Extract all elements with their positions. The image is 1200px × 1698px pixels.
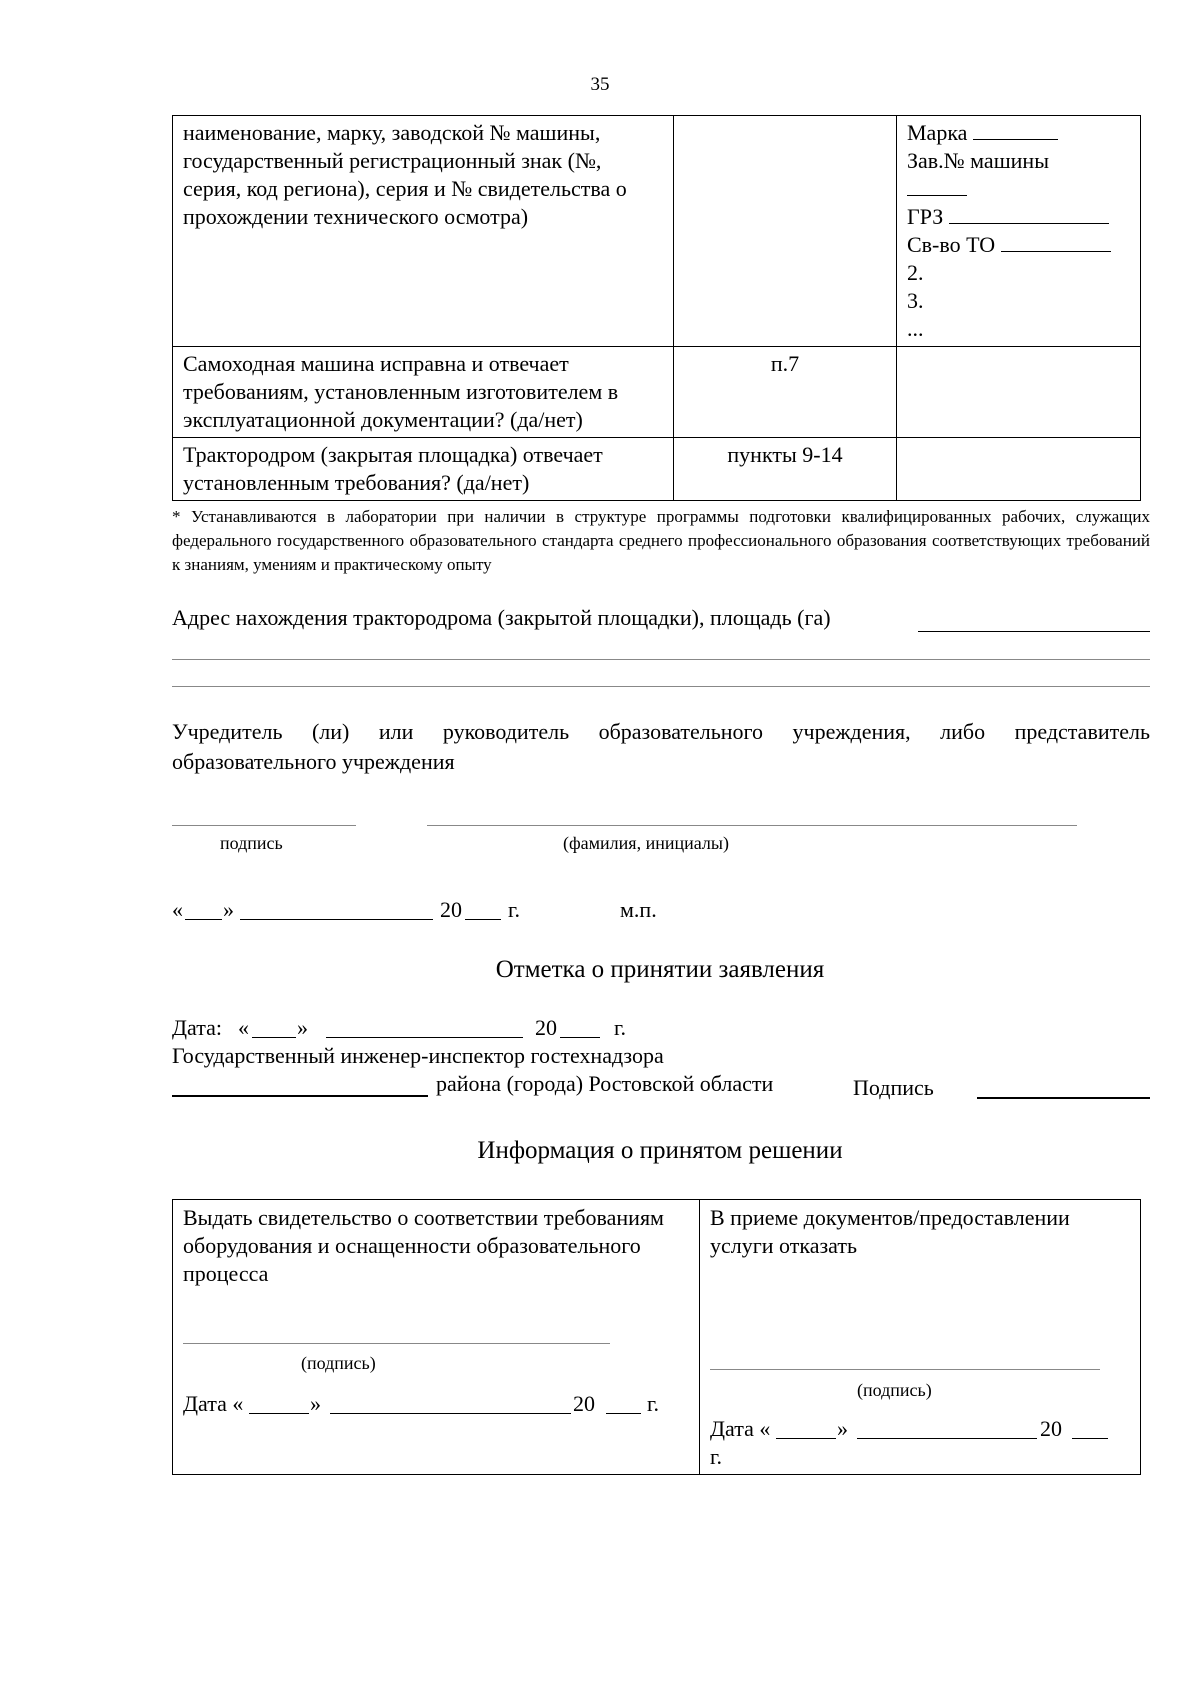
- serial-blank: [907, 175, 967, 196]
- year-blank: [465, 919, 501, 920]
- district-blank: [172, 1095, 428, 1097]
- grz-label: ГРЗ: [907, 204, 944, 229]
- acceptance-date-label: Дата:: [172, 1015, 222, 1040]
- decision-issue-year-suffix: г.: [647, 1391, 660, 1416]
- table-row: [173, 347, 1141, 438]
- decision-refuse-cell: [700, 1200, 1141, 1475]
- decision-refuse-year-suffix: г.: [710, 1444, 723, 1469]
- to-cert-blank: [1001, 231, 1111, 252]
- decision-issue-year-prefix: 20: [573, 1391, 595, 1416]
- table-cell: пункты 9-14: [674, 438, 897, 501]
- decision-refuse-text: В приеме документов/предоставлении услуги отказать: [710, 1205, 1070, 1258]
- decision-heading: Информация о принятом решении: [477, 1137, 843, 1164]
- decision-refuse-signature-caption: (подпись): [857, 1380, 932, 1400]
- table-cell: наименование, марку, заводской № машины, государственный регистрационный знак (№, серия, код региона), серия и № свидетельства о прохождении технического осмотра): [173, 116, 674, 347]
- name-caption: (фамилия, инициалы): [563, 833, 729, 853]
- table-cell: [674, 116, 897, 347]
- machine-fields-cell: [897, 116, 1141, 347]
- decision-issue-day-blank: [249, 1413, 309, 1414]
- acceptance-signature-blank: [977, 1097, 1150, 1099]
- table-row: [173, 1200, 1141, 1475]
- decision-refuse-year-prefix: 20: [1040, 1416, 1062, 1441]
- acceptance-year-blank: [560, 1037, 600, 1038]
- decision-issue-signature-caption: (подпись): [301, 1353, 376, 1373]
- decision-issue-close-quote: »: [310, 1391, 321, 1416]
- signature-line: [172, 825, 356, 826]
- to-cert-label: Св-во ТО: [907, 232, 996, 257]
- brand-label: Марка: [907, 120, 968, 145]
- list-item: 3.: [907, 288, 924, 313]
- inspector-line-2: района (города) Ростовской области: [436, 1071, 774, 1096]
- decision-refuse-day-blank: [776, 1438, 836, 1439]
- decision-table: [172, 1199, 1141, 1475]
- decision-issue-signature-line: [183, 1343, 610, 1344]
- signature-caption: подпись: [220, 833, 283, 853]
- table-row: [173, 438, 1141, 501]
- list-item: 2.: [907, 260, 924, 285]
- decision-issue-date-label: Дата «: [183, 1391, 244, 1416]
- acceptance-year-suffix: г.: [614, 1015, 627, 1040]
- machine-info-table: [172, 115, 1141, 501]
- acceptance-day-blank: [252, 1037, 296, 1038]
- decision-refuse-close-quote: »: [837, 1416, 848, 1441]
- table-cell: [897, 347, 1141, 438]
- address-blank: [918, 631, 1150, 632]
- acceptance-heading: Отметка о принятии заявления: [495, 956, 825, 983]
- serial-label: Зав.№ машины: [907, 148, 1049, 173]
- stamp-label: м.п.: [620, 897, 657, 922]
- decision-refuse-year-blank: [1072, 1438, 1108, 1439]
- decision-issue-cell: [173, 1200, 700, 1475]
- decision-issue-text: Выдать свидетельство о соответствии требованиям оборудования и оснащенности образовательного процесса: [183, 1205, 664, 1286]
- acceptance-open-quote: «: [238, 1015, 249, 1040]
- grz-blank: [949, 203, 1109, 224]
- address-line-2: [172, 659, 1150, 660]
- table-row: [173, 116, 1141, 347]
- footnote: * Устанавливаются в лаборатории при наличии в структуре программы подготовки квалифицированных рабочих, служащих федерального государственного образовательного стандарта среднего профессионального образования соответствующих требований к знаниям, умениям и практическому опыту: [172, 507, 1150, 574]
- table-cell: [897, 438, 1141, 501]
- table-cell: Самоходная машина исправна и отвечает требованиям, установленным изготовителем в эксплуатационной документации? (да/нет): [173, 347, 674, 438]
- list-item: ...: [907, 316, 924, 341]
- page-number: 35: [590, 74, 610, 95]
- table-cell: п.7: [674, 347, 897, 438]
- acceptance-close-quote: »: [297, 1015, 308, 1040]
- decision-refuse-date-label: Дата «: [710, 1416, 771, 1441]
- address-label: Адрес нахождения трактородрома (закрытой площадки), площадь (га): [172, 605, 831, 630]
- acceptance-year-prefix: 20: [535, 1015, 557, 1040]
- year-suffix: г.: [508, 897, 521, 922]
- inspector-line-1: Государственный инженер-инспектор гостехнадзора: [172, 1043, 664, 1068]
- decision-refuse-signature-line: [710, 1369, 1100, 1370]
- decision-issue-month-blank: [330, 1413, 571, 1414]
- brand-blank: [973, 119, 1058, 140]
- name-line: [427, 825, 1077, 826]
- table-cell: Трактородром (закрытая площадка) отвечает установленным требования? (да/нет): [173, 438, 674, 501]
- day-blank: [185, 919, 222, 920]
- acceptance-month-blank: [326, 1037, 523, 1038]
- date-open-quote: «: [172, 897, 183, 922]
- year-prefix: 20: [440, 897, 462, 922]
- month-blank: [240, 919, 433, 920]
- date-close-quote: »: [223, 897, 234, 922]
- address-line-3: [172, 686, 1150, 687]
- founder-text: Учредитель (ли) или руководитель образовательного учреждения, либо представитель образовательного учреждения: [172, 719, 1150, 774]
- decision-refuse-month-blank: [857, 1438, 1037, 1439]
- decision-issue-year-blank: [606, 1413, 641, 1414]
- acceptance-signature-label: Подпись: [853, 1075, 934, 1100]
